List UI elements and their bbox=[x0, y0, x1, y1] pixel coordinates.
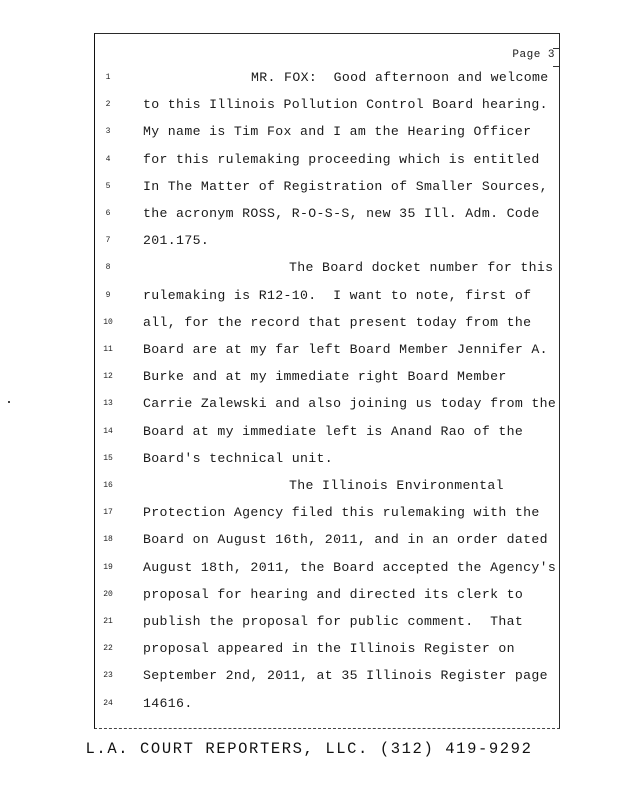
line-text: Board at my immediate left is Anand Rao of the bbox=[143, 423, 524, 439]
line-number: 1 bbox=[105, 73, 111, 82]
line-number: 21 bbox=[103, 617, 113, 626]
transcript-line bbox=[95, 478, 559, 498]
line-text: MR. FOX: Good afternoon and welcome bbox=[251, 70, 549, 85]
line-text: publish the proposal for public comment. That bbox=[143, 614, 524, 629]
line-number: 7 bbox=[105, 236, 111, 246]
line-number: 17 bbox=[103, 508, 113, 518]
line-number: 11 bbox=[103, 345, 113, 354]
line-number: 20 bbox=[103, 589, 113, 599]
court-reporter-footer: L.A. COURT REPORTERS, LLC. (312) 419-9292 bbox=[85, 740, 533, 758]
line-text: to this Illinois Pollution Control Board hearing. bbox=[143, 97, 548, 113]
line-number: 10 bbox=[103, 317, 113, 327]
line-number: 23 bbox=[103, 671, 113, 681]
scan-speck bbox=[8, 401, 10, 403]
transcript-line bbox=[95, 505, 559, 525]
line-text: In The Matter of Registration of Smaller Sources, bbox=[143, 178, 548, 194]
transcript-line bbox=[95, 587, 559, 607]
line-text: Carrie Zalewski and also joining us today from the bbox=[143, 396, 557, 412]
transcript-line bbox=[95, 696, 559, 716]
line-number: 24 bbox=[103, 698, 113, 708]
line-text: the acronym ROSS, R-O-S-S, new 35 Ill. Adm. Code bbox=[143, 206, 540, 221]
page-number-label: Page 3 bbox=[512, 49, 555, 61]
line-text: Burke and at my immediate right Board Member bbox=[143, 369, 507, 385]
line-number: 6 bbox=[105, 209, 111, 218]
transcript-line bbox=[95, 668, 559, 688]
line-number: 9 bbox=[105, 290, 111, 300]
transcript-line bbox=[95, 614, 559, 634]
transcript-line bbox=[95, 288, 559, 308]
transcript-line bbox=[95, 532, 559, 552]
transcript-line bbox=[95, 641, 559, 661]
transcript-line bbox=[95, 260, 559, 280]
transcript-line bbox=[95, 124, 559, 144]
transcript-line bbox=[95, 97, 559, 117]
transcript-line bbox=[95, 315, 559, 335]
line-number: 14 bbox=[103, 426, 113, 436]
transcript-line bbox=[95, 152, 559, 172]
line-text: Protection Agency filed this rulemaking with the bbox=[143, 505, 540, 521]
line-number: 16 bbox=[103, 481, 113, 490]
line-number: 22 bbox=[103, 644, 113, 654]
line-number: 5 bbox=[105, 181, 111, 191]
line-text: The Illinois Environmental bbox=[289, 478, 504, 493]
transcript-line bbox=[95, 342, 559, 362]
transcript-line bbox=[95, 206, 559, 226]
transcript-line bbox=[95, 451, 559, 471]
line-text: for this rulemaking proceeding which is entitled bbox=[143, 151, 540, 167]
transcript-line bbox=[95, 424, 559, 444]
transcript-line bbox=[95, 233, 559, 253]
line-text: Board are at my far left Board Member Jennifer A. bbox=[143, 342, 548, 357]
line-number: 13 bbox=[103, 399, 113, 409]
transcript-line bbox=[95, 396, 559, 416]
line-text: rulemaking is R12-10. I want to note, first of bbox=[143, 287, 532, 303]
line-number: 2 bbox=[105, 100, 111, 110]
line-text: August 18th, 2011, the Board accepted the Agency's bbox=[143, 559, 557, 575]
margin-tick bbox=[553, 66, 559, 67]
transcript-page bbox=[94, 33, 560, 729]
line-text: 14616. bbox=[143, 695, 193, 711]
margin-tick bbox=[553, 48, 559, 49]
line-text: Board's technical unit. bbox=[143, 450, 334, 466]
line-number: 3 bbox=[105, 127, 111, 137]
transcript-line bbox=[95, 179, 559, 199]
line-number: 15 bbox=[103, 453, 113, 463]
transcript-line bbox=[95, 560, 559, 580]
transcript-line bbox=[95, 70, 559, 90]
line-number: 8 bbox=[105, 263, 111, 273]
line-number: 4 bbox=[105, 154, 111, 164]
line-text: proposal appeared in the Illinois Register on bbox=[143, 641, 515, 657]
line-text: Board on August 16th, 2011, and in an order dated bbox=[143, 532, 548, 548]
line-text: all, for the record that present today from the bbox=[143, 314, 532, 330]
line-text: September 2nd, 2011, at 35 Illinois Register page bbox=[143, 668, 548, 684]
line-text: proposal for hearing and directed its clerk to bbox=[143, 586, 524, 602]
transcript-line bbox=[95, 369, 559, 389]
line-number: 19 bbox=[103, 562, 113, 572]
line-number: 18 bbox=[103, 535, 113, 545]
line-text: The Board docket number for this bbox=[289, 260, 554, 276]
line-text: 201.175. bbox=[143, 233, 210, 249]
line-number: 12 bbox=[103, 372, 113, 382]
line-text: My name is Tim Fox and I am the Hearing Officer bbox=[143, 124, 532, 140]
